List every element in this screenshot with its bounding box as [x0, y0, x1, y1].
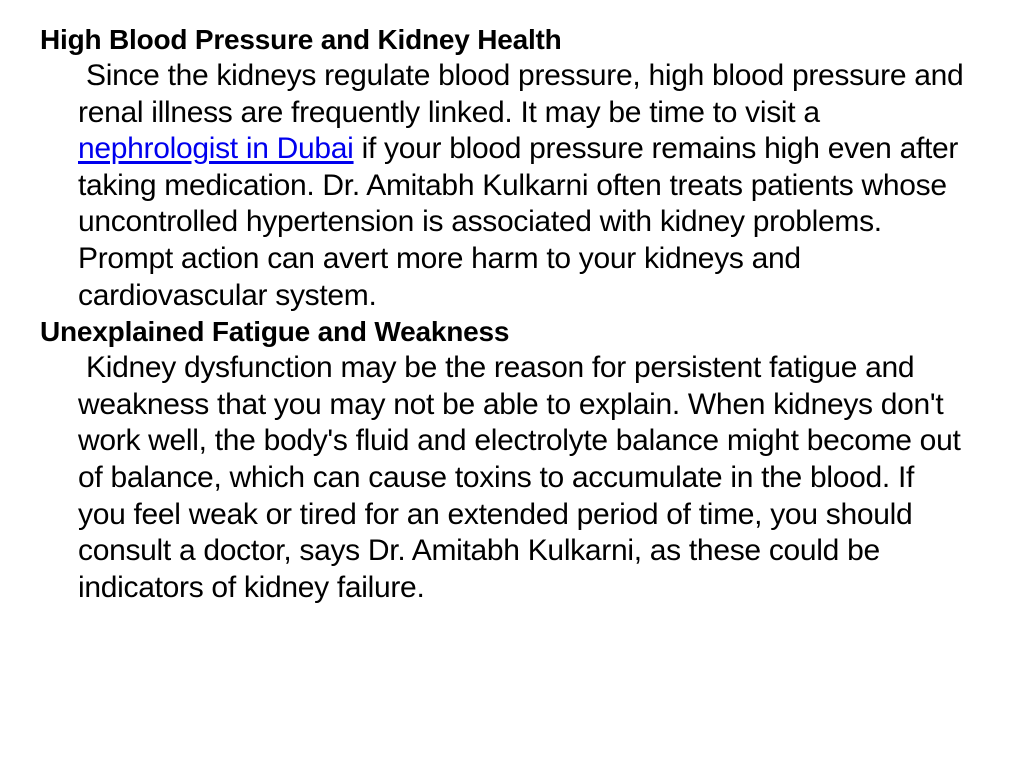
paragraph-text: if your blood pressure remains high even after taking medication. Dr. Amitabh Kulkarni often treats patients whose uncontrolled hypertension is associated with kidney problems. Prompt action can avert more harm to your kidneys and cardiovascular system.: [78, 132, 959, 312]
nephrologist-link[interactable]: nephrologist in Dubai: [78, 132, 354, 166]
section-heading-fatigue: Unexplained Fatigue and Weakness: [40, 316, 510, 348]
section-heading-blood-pressure: High Blood Pressure and Kidney Health: [40, 24, 562, 55]
paragraph-text: Since the kidneys regulate blood pressure, high blood pressure and renal illness are frequently linked. It may be time to visit a: [78, 59, 964, 129]
section-paragraph-blood-pressure: [78, 58, 964, 314]
section-paragraph-fatigue: Kidney dysfunction may be the reason for persistent fatigue and weakness that you may not be able to explain. When kidneys don't work well, the body's fluid and electrolyte balance might become out of balance, which can cause toxins to accumulate in the blood. If you feel weak or tired for an extended period of time, you should consult a doctor, says Dr. Amitabh Kulkarni, as these could be indicators of kidney failure.: [78, 351, 961, 604]
